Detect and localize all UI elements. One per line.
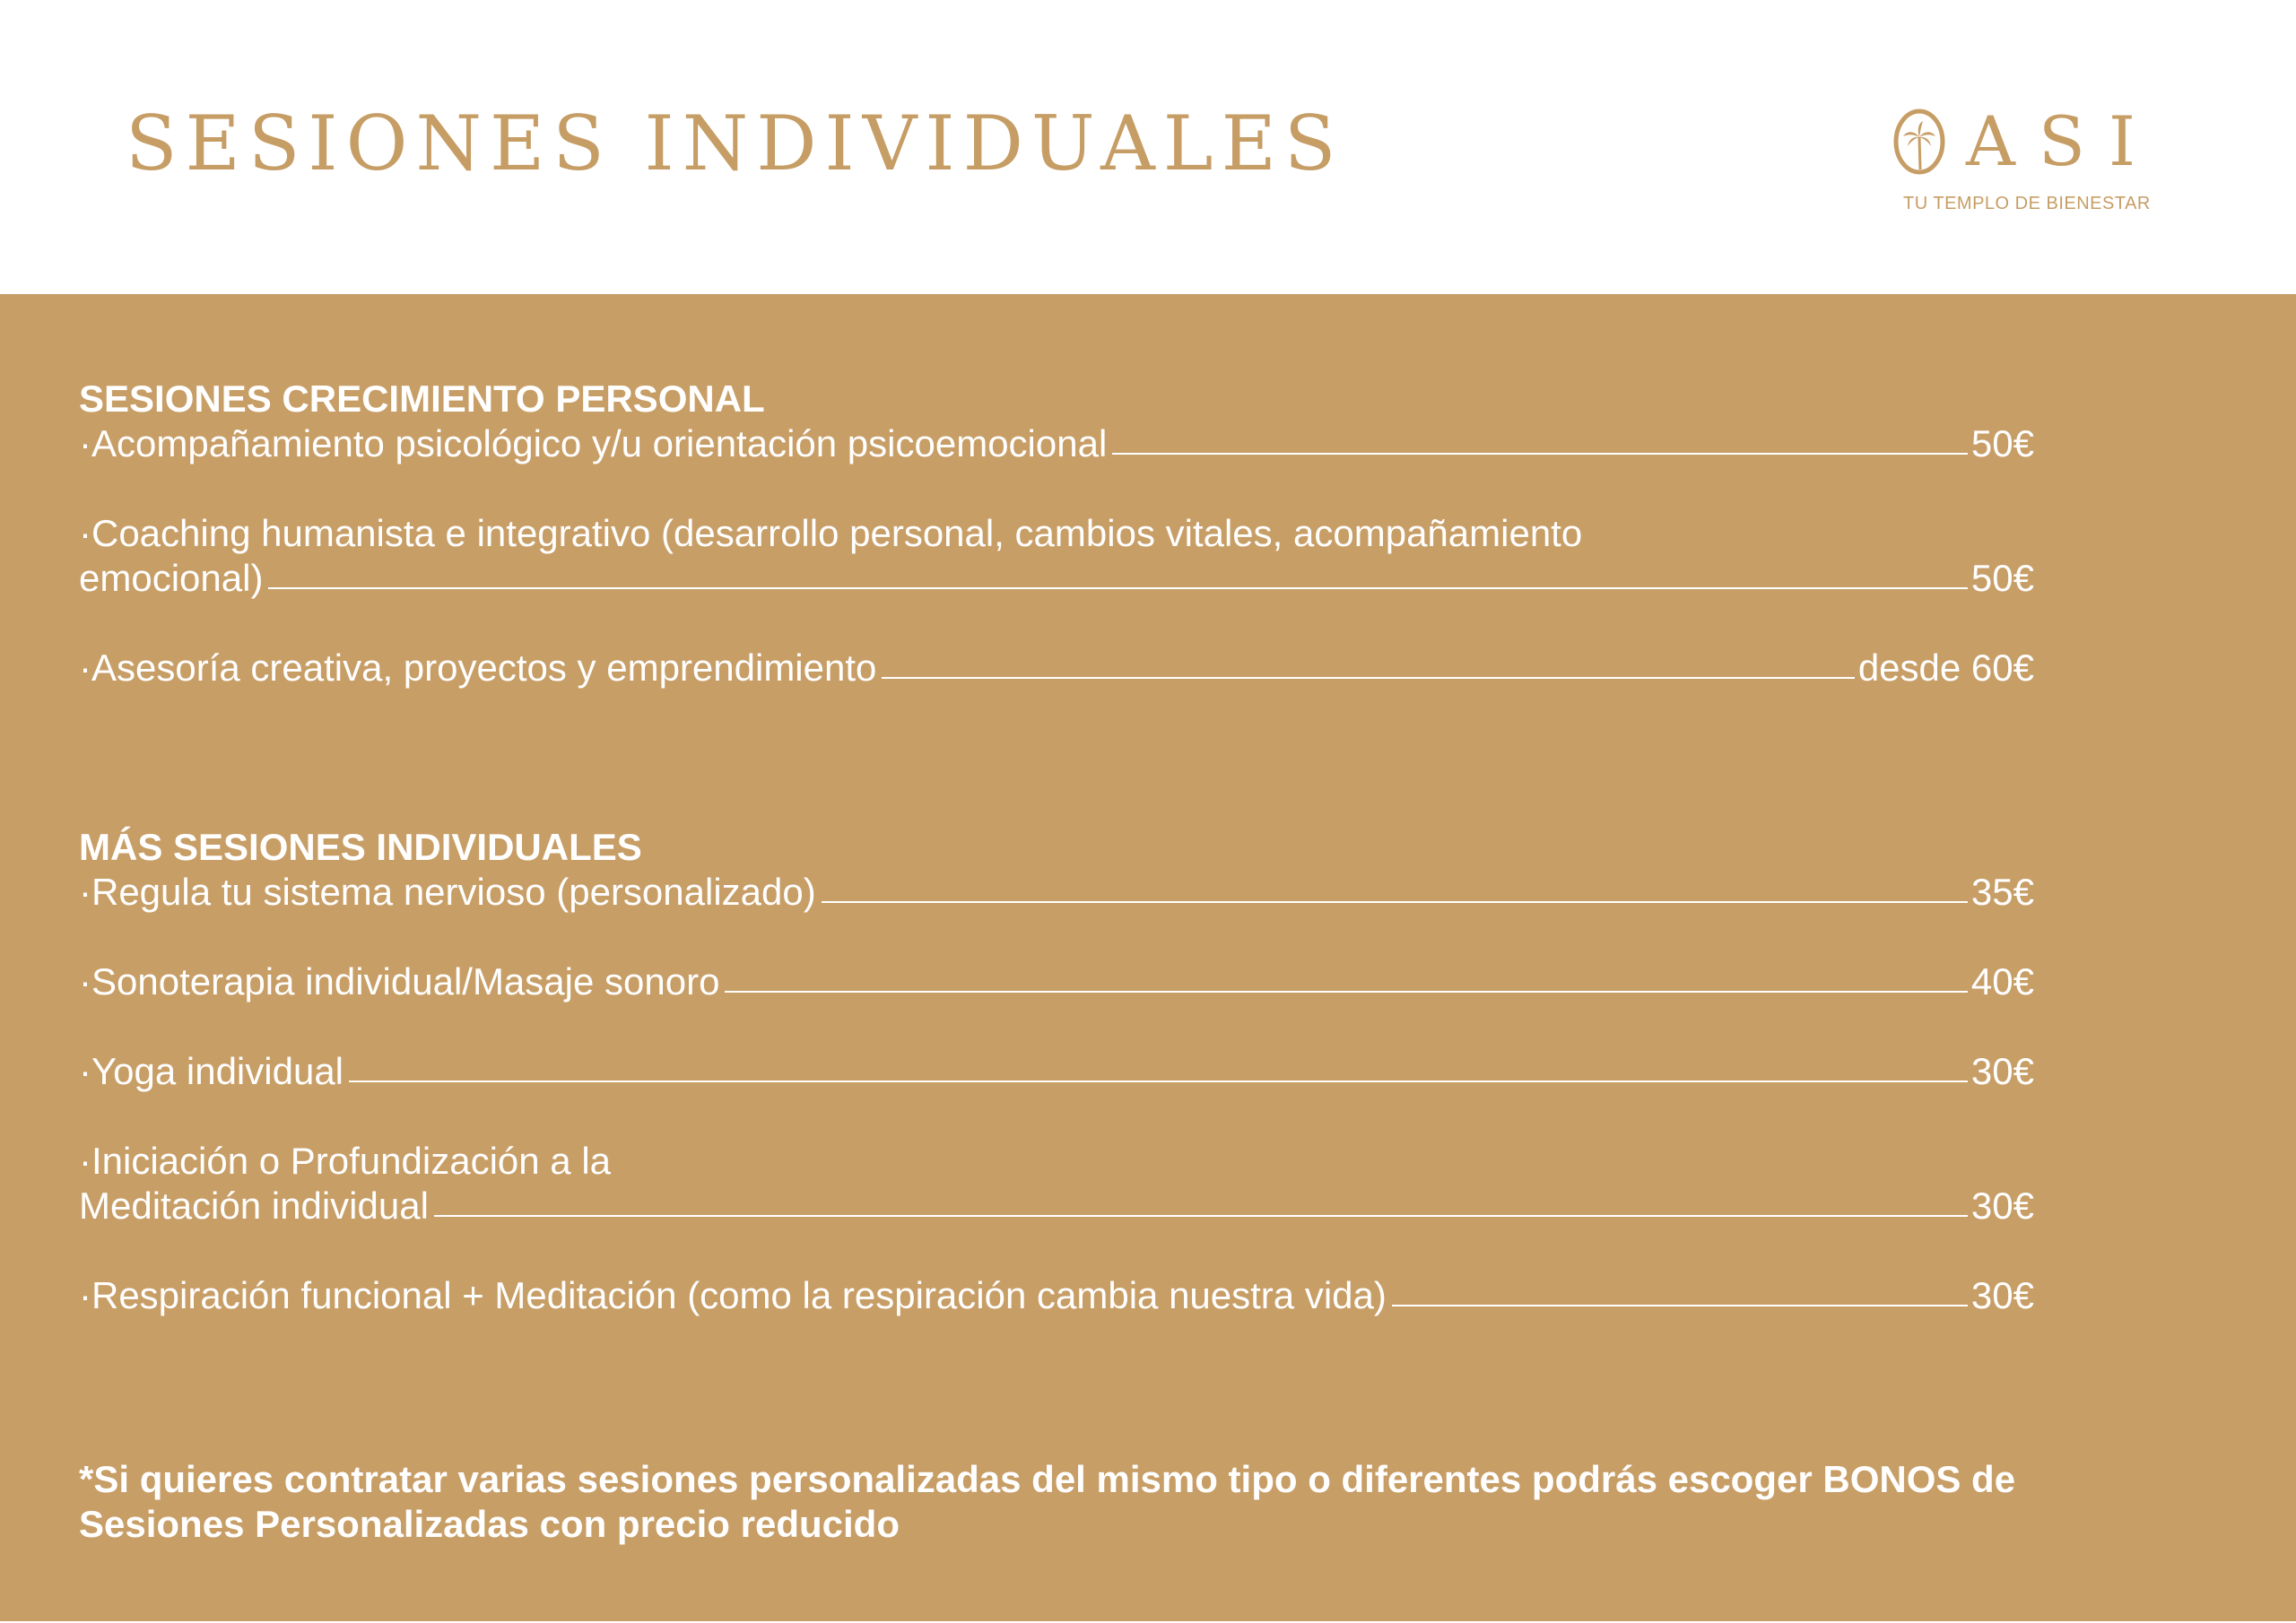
item-price: 30€ [1970, 1185, 2034, 1227]
leader-line [434, 1215, 1968, 1217]
item-label-line1: ·Coaching humanista e integrativo (desarrollo personal, cambios vitales, acompañamiento [79, 512, 1583, 554]
item-label: emocional) [79, 557, 264, 599]
price-item-asesoria [79, 646, 2034, 690]
item-price: 30€ [1970, 1274, 2034, 1316]
leader-line [1112, 453, 1968, 455]
header [0, 0, 2296, 294]
section-heading-crecimiento: SESIONES CRECIMIENTO PERSONAL [79, 378, 765, 420]
price-item-acompanamiento [79, 421, 2034, 466]
leader-line [1392, 1305, 1968, 1306]
leader-line [725, 991, 1967, 993]
logo-wordmark [1892, 101, 2159, 181]
price-item-meditacion [79, 1139, 2034, 1228]
item-label: ·Yoga individual [79, 1050, 344, 1092]
palm-tree-icon [1892, 107, 1946, 177]
section-heading-mas-sesiones: MÁS SESIONES INDIVIDUALES [79, 826, 642, 868]
logo-letters: ASI [1966, 101, 2159, 181]
item-price: desde 60€ [1857, 647, 2034, 689]
item-label: ·Asesoría creativa, proyectos y emprendimiento [79, 647, 877, 689]
item-label: ·Regula tu sistema nervioso (personalizado) [79, 871, 816, 913]
price-item-respiracion [79, 1273, 2034, 1318]
leader-line [268, 587, 1967, 589]
logo-letter-o [1892, 107, 1946, 177]
price-panel [0, 294, 2296, 1623]
item-label-line1: ·Iniciación o Profundización a la [79, 1140, 612, 1182]
item-price: 35€ [1970, 871, 2034, 913]
price-item-yoga [79, 1049, 2034, 1094]
price-item-sonoterapia [79, 959, 2034, 1004]
price-item-regula [79, 870, 2034, 915]
item-price: 50€ [1970, 557, 2034, 599]
bonos-note: *Si quieres contratar varias sesiones personalizadas del mismo tipo o diferentes podrás escoger BONOS de Sesiones Personalizadas con precio reducido [79, 1458, 2016, 1545]
item-label: ·Sonoterapia individual/Masaje sonoro [79, 960, 720, 1002]
item-label: ·Respiración funcional + Meditación (como la respiración cambia nuestra vida) [79, 1274, 1387, 1316]
logo-tagline: TU TEMPLO DE BIENESTAR [1903, 194, 2151, 213]
leader-line [822, 901, 1968, 903]
price-item-coaching [79, 511, 2034, 601]
item-label: ·Acompañamiento psicológico y/u orientación psicoemocional [79, 422, 1108, 464]
leader-line [349, 1081, 1968, 1082]
brand-logo [1892, 101, 2159, 222]
item-price: 40€ [1970, 960, 2034, 1002]
page-title: SESIONES INDIVIDUALES [126, 100, 1344, 187]
item-price: 50€ [1970, 422, 2034, 464]
item-label: Meditación individual [79, 1185, 429, 1227]
leader-line [882, 677, 1854, 679]
item-price: 30€ [1970, 1050, 2034, 1092]
